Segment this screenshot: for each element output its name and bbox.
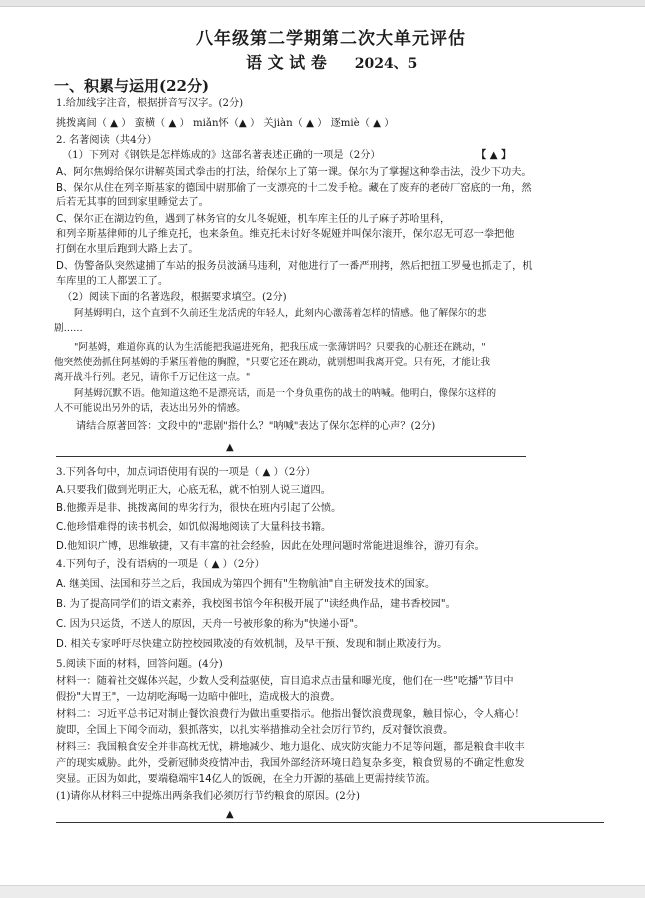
q3-stem: 3.下列各句中，加点词语使用有误的一项是（ ▲ ）（2分） — [56, 467, 316, 478]
q1-stem: 1.给加线字注音，根据拼音写汉字。(2分) — [56, 98, 244, 109]
q2-sub1-answer: 【 ▲ 】 — [476, 150, 512, 161]
q5-stem: 5.阅读下面的材料，回答问题。(4分) — [56, 659, 223, 670]
q2-sub2: （2）阅读下面的名著选段，根据要求填空。(2分) — [62, 292, 287, 303]
q3-option-a: A.只要我们做到光明正大，心底无私，就不怕别人说三道四。 — [56, 485, 331, 496]
q2-stem: 2. 名著阅读（共4分） — [56, 135, 157, 146]
passage-line-4: 他突然使劲抓住阿基姆的手紧压着他的胸膛，"只要它还在跳动，就别想叫我离开党。只有死，才能让我 — [54, 357, 491, 368]
exam-date: 2024、5 — [354, 56, 418, 72]
q2-option-c: C、保尔正在湖边钓鱼，遇到了林务官的女儿冬妮娅，机车库主任的儿子麻子苏哈里科， — [56, 214, 451, 225]
exam-title: 八年级第二学期第二次大单元评估 — [196, 29, 466, 49]
q2-option-b: B、保尔从住在列辛斯基家的德国中尉那偷了一支漂亮的十二发手枪。藏在了废弃的老砖厂窑底的一角，然 — [56, 183, 532, 194]
answer-marker-q2: ▲ — [226, 442, 234, 453]
passage-line-1: 阿基姆明白，这个直到不久前还生龙活虎的年轻人，此刻内心激荡着怎样的情感。他了解保尔的悲 — [74, 308, 487, 319]
q5-sub1: (1)请你从材料三中提炼出两条我们必须厉行节约粮食的原因。(2分) — [56, 791, 360, 802]
q2-sub1: （1）下列对《钢铁是怎样炼成的》这部名著表述正确的一项是（2分） — [62, 150, 381, 161]
answer-line-q5 — [56, 822, 604, 823]
passage-line-2: 剧…… — [54, 323, 83, 334]
q2-option-c-cont: 和列辛斯基律师的儿子维克托，也来条鱼。维克托未讨好冬妮娅并叫保尔滚开，保尔忍无可忍一拳把他 — [56, 229, 515, 240]
q2-prompt: 请结合原著回答：文段中的"悲剧"指什么？"呐喊"表达了保尔怎样的心声？(2分) — [76, 421, 436, 432]
exam-page — [46, 16, 616, 878]
q5-material-3-cont2: 突显。正因为如此，要端稳端牢14亿人的饭碗，在全力开源的基础上更需持续节流。 — [56, 774, 436, 785]
passage-line-3: "阿基姆，难道你真的认为生活能把我逼进死角，把我压成一张薄饼吗？只要我的心脏还在跳动，" — [74, 342, 486, 353]
answer-marker-q5: ▲ — [226, 809, 234, 820]
subtitle-text: 语 文 试 卷 — [246, 53, 327, 72]
viewer-bottom-border — [0, 885, 645, 898]
q4-option-a: A. 继美国、法国和芬兰之后，我国成为第四个拥有"生物航油"自主研发技术的国家。 — [56, 579, 436, 590]
q4-option-b: B. 为了提高同学们的语文素养，我校图书馆今年积极开展了"读经典作品，建书香校园"。 — [56, 599, 456, 610]
q3-option-c: C.他珍惜难得的读书机会，如饥似渴地阅读了大量科技书籍。 — [56, 522, 332, 533]
q5-material-2-cont: 旋即，全国上下闻令而动，狠抓落实，以扎实举措推动全社会厉行节约，反对餐饮浪费。 — [56, 725, 454, 736]
viewer-top-border — [0, 0, 645, 7]
q2-option-d-cont: 车库里的工人都罢工了。 — [56, 276, 169, 287]
q5-material-3: 材料三：我国粮食安全并非高枕无忧，耕地减少、地力退化、成灾防灾能力不足等问题，都是粮食丰收丰 — [56, 742, 525, 753]
q3-option-b: B.他搬弄是非、挑拨离间的卑劣行为，很快在班内引起了公愤。 — [56, 503, 342, 514]
answer-line-q2 — [56, 456, 526, 457]
q5-material-3-cont: 产的现实威胁。此外，受新冠肺炎疫情冲击，我国外部经济环境日趋复杂多变，粮食贸易的不确定性愈发 — [56, 758, 525, 769]
q2-option-b-cont: 后若无其事的回到家里睡觉去了。 — [56, 197, 209, 208]
q2-option-c-cont2: 打倒在水里后跑到大路上去了。 — [56, 244, 199, 255]
q5-material-1: 材料一：随着社交媒体兴起，少数人受利益驱使，盲目追求点击量和曝光度，他们在一些"吃播"节目中 — [56, 676, 514, 687]
q1-items: 挑拨离间（ ▲ ） 蛮横（ ▲ ） miǎn怀（▲ ） 关jiàn（ ▲ ） 逐miè（ ▲ ） — [56, 118, 395, 129]
q2-option-d: D、伪警备队突然逮捕了车站的报务员波涵马违利，对他进行了一番严刑拷，然后把扭工罗曼也抓走了，机 — [56, 261, 533, 272]
q4-stem: 4.下列句子，没有语病的一项是（ ▲ ）（2分） — [56, 559, 265, 570]
passage-line-6: 阿基姆沉默不语。他知道这绝不是漂亮话，而是一个身负重伤的战士的呐喊。他明白，像保尔这样的 — [74, 388, 497, 399]
q2-option-a: A、阿尔焦姆给保尔讲解英国式拳击的打法，给保尔上了第一课。保尔为了掌握这种拳击法，没少下功夫。 — [56, 167, 532, 178]
section-heading: 一、积累与运用(22分) — [54, 77, 210, 95]
exam-subtitle — [246, 50, 417, 73]
passage-line-5: 离开战斗行列。老兄，请你千万记住这一点。" — [54, 372, 251, 383]
q4-option-c: C. 因为只运货，不送人的原因，天舟一号被形象的称为"快递小哥"。 — [56, 619, 365, 630]
q5-material-2: 材料二：习近平总书记对制止餐饮浪费行为做出重要指示。他指出餐饮浪费现象，触目惊心，令人痛心！ — [56, 709, 525, 720]
q5-material-1-cont: 假扮"大胃王"，一边胡吃海喝一边暗中催吐，造成极大的浪费。 — [56, 692, 341, 703]
passage-line-7: 人不可能说出另外的话，表达出另外的情感。 — [54, 403, 246, 414]
q3-option-d: D.他知识广博，思维敏捷，又有丰富的社会经验，因此在处理问题时常能进退维谷，游刃有余。 — [56, 541, 485, 552]
q4-option-d: D. 相关专家呼吁尽快建立防控校园欺凌的有效机制，及早干预、发现和制止欺凌行为。 — [56, 639, 448, 650]
